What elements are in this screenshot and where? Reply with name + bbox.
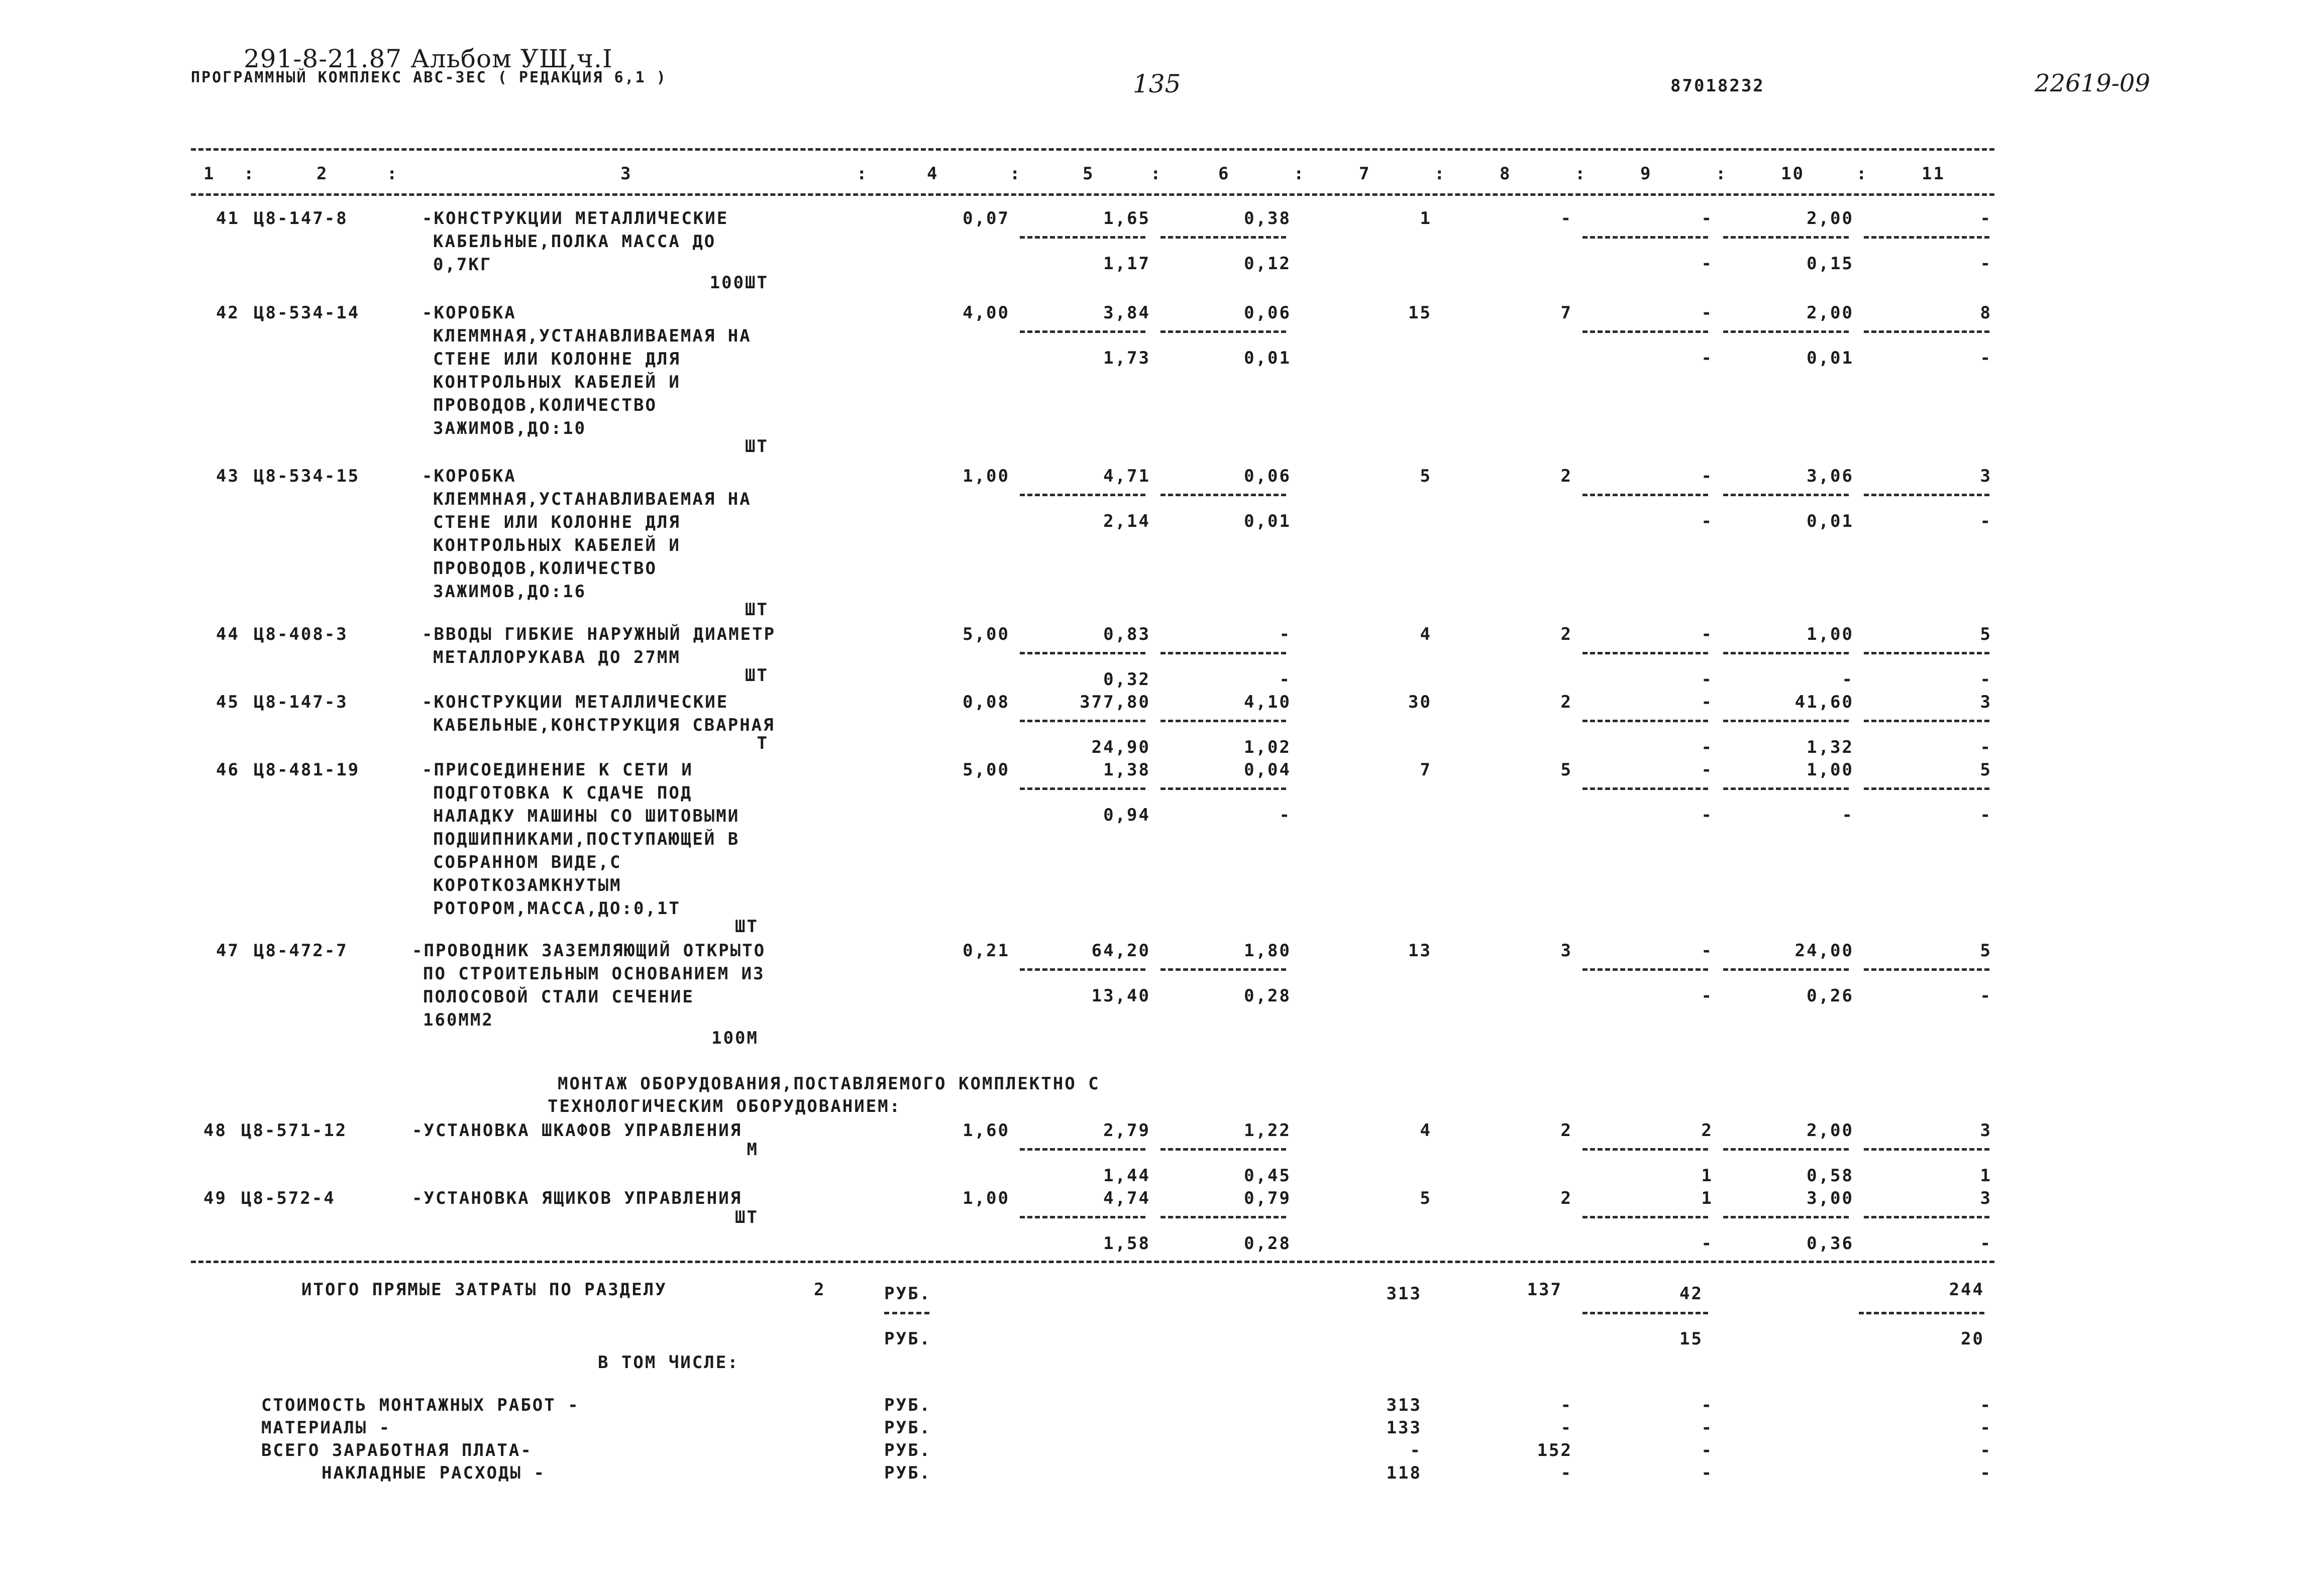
- row-c11-total: 3: [1980, 466, 1992, 486]
- row-description-line: -КОРОБКА: [422, 466, 516, 486]
- cell-rule: [1864, 1148, 1989, 1151]
- column-header-9: 9: [1640, 164, 1652, 184]
- breakdown-c8: 152: [1537, 1440, 1572, 1460]
- row-c7: 5: [1420, 466, 1432, 486]
- row-c10-wages: 1,32: [1807, 737, 1854, 757]
- cell-rule: [1723, 236, 1849, 239]
- row-c11-total: 3: [1980, 1120, 1992, 1141]
- row-description-line: КОНТРОЛЬНЫХ КАБЕЛЕЙ И: [433, 535, 681, 555]
- row-unit: ШТ: [735, 917, 759, 937]
- row-number: 43: [216, 466, 240, 486]
- breakdown-c11: -: [1980, 1463, 1992, 1483]
- total-c11a: 244: [1949, 1280, 1984, 1300]
- row-c9-total: -: [1701, 466, 1713, 486]
- row-description-line: СТЕНЕ ИЛИ КОЛОННЕ ДЛЯ: [433, 512, 681, 532]
- page-number: 135: [1133, 69, 1181, 98]
- row-c11-total: 3: [1980, 692, 1992, 712]
- row-c9-total: -: [1701, 941, 1713, 961]
- row-c10-wages: -: [1842, 805, 1854, 825]
- row-description-line: РОТОРОМ,МАССА,ДО:0,1Т: [433, 898, 681, 919]
- row-c11-total: 3: [1980, 1188, 1992, 1208]
- cell-rule: [1864, 330, 1989, 333]
- row-c8: 5: [1560, 760, 1572, 780]
- row-c6-total: 0,79: [1244, 1188, 1291, 1208]
- row-description-line: СТЕНЕ ИЛИ КОЛОННЕ ДЛЯ: [433, 349, 681, 369]
- cell-rule: [1160, 968, 1286, 971]
- cell-rule: [1723, 787, 1849, 790]
- row-c7: 4: [1420, 1120, 1432, 1141]
- row-description-line: ЗАЖИМОВ,ДО:16: [433, 582, 587, 602]
- column-separator: :: [1434, 164, 1446, 184]
- row-description-line: -ПРОВОДНИК ЗАЗЕМЛЯЮЩИЙ ОТКРЫТО: [412, 941, 766, 961]
- column-header-5: 5: [1083, 164, 1095, 184]
- row-c10-total: 24,00: [1794, 941, 1854, 961]
- cell-rule: [1020, 968, 1145, 971]
- row-description-line: ПРОВОДОВ,КОЛИЧЕСТВО: [433, 395, 657, 415]
- column-separator: :: [1010, 164, 1022, 184]
- breakdown-c9: -: [1701, 1418, 1713, 1438]
- row-c5-wages: 2,14: [1103, 511, 1150, 531]
- cell-rule: [1864, 1216, 1989, 1218]
- row-c9-wages: -: [1701, 254, 1713, 274]
- breakdown-unit: РУБ.: [884, 1395, 931, 1415]
- row-c9-wages: -: [1701, 511, 1713, 531]
- row-number: 49: [203, 1188, 227, 1208]
- cell-rule: [1864, 968, 1989, 971]
- cell-rule: [1582, 652, 1708, 654]
- cell-rule: [1020, 720, 1145, 722]
- row-c11-wages: -: [1980, 254, 1992, 274]
- cell-rule: [1582, 494, 1708, 496]
- cell-rule: [1723, 720, 1849, 722]
- column-separator: :: [1856, 164, 1868, 184]
- header-rule-top: [191, 148, 1994, 151]
- row-c5-total: 1,65: [1103, 208, 1150, 229]
- row-description-line: -КОНСТРУКЦИИ МЕТАЛЛИЧЕСКИЕ: [422, 692, 729, 712]
- row-c9-total: 1: [1701, 1188, 1713, 1208]
- row-description-line: КАБЕЛЬНЫЕ,ПОЛКА МАССА ДО: [433, 232, 716, 252]
- breakdown-c11: -: [1980, 1395, 1992, 1415]
- row-c9-total: -: [1701, 208, 1713, 229]
- row-c6-wages: -: [1279, 805, 1291, 825]
- row-c10-wages: 0,01: [1807, 511, 1854, 531]
- row-c7: 5: [1420, 1188, 1432, 1208]
- row-c8: 2: [1560, 692, 1572, 712]
- cell-rule: [1723, 1148, 1849, 1151]
- row-c5-total: 2,79: [1103, 1120, 1150, 1141]
- cell-rule: [1864, 720, 1989, 722]
- row-c9-total: -: [1701, 303, 1713, 323]
- cell-rule: [1020, 330, 1145, 333]
- breakdown-c9: -: [1701, 1463, 1713, 1483]
- row-description-line: -УСТАНОВКА ШКАФОВ УПРАВЛЕНИЯ: [412, 1120, 743, 1141]
- cell-rule: [1160, 652, 1286, 654]
- cell-rule: [1582, 720, 1708, 722]
- breakdown-c7: -: [1410, 1440, 1422, 1460]
- breakdown-label: ВСЕГО ЗАРАБОТНАЯ ПЛАТА-: [261, 1440, 533, 1460]
- row-description-line: ПО СТРОИТЕЛЬНЫМ ОСНОВАНИЕМ ИЗ: [423, 964, 765, 984]
- cell-rule: [1160, 787, 1286, 790]
- row-c7: 1: [1420, 208, 1432, 229]
- row-c10-total: 41,60: [1794, 692, 1854, 712]
- cell-rule: [1020, 652, 1145, 654]
- row-c9-total: -: [1701, 692, 1713, 712]
- row-c9-wages: 1: [1701, 1166, 1713, 1186]
- cell-rule: [1723, 330, 1849, 333]
- cell-rule: [1864, 787, 1989, 790]
- row-c10-wages: 0,58: [1807, 1166, 1854, 1186]
- row-c9-wages: -: [1701, 737, 1713, 757]
- cell-rule: [1582, 330, 1708, 333]
- cell-rule: [1723, 494, 1849, 496]
- row-description-line: 160ММ2: [423, 1010, 494, 1030]
- row-c11-wages: -: [1980, 511, 1992, 531]
- row-c5-total: 3,84: [1103, 303, 1150, 323]
- row-c9-wages: -: [1701, 669, 1713, 690]
- including-label: В ТОМ ЧИСЛЕ:: [598, 1352, 740, 1373]
- column-header-2: 2: [316, 164, 329, 184]
- row-c5-wages: 1,58: [1103, 1233, 1150, 1254]
- row-c6-wages: 1,02: [1244, 737, 1291, 757]
- breakdown-label: МАТЕРИАЛЫ -: [261, 1418, 391, 1438]
- row-c10-wages: 0,26: [1807, 986, 1854, 1006]
- row-quantity: 5,00: [963, 760, 1010, 780]
- row-code: Ц8-481-19: [254, 760, 360, 780]
- total-c11b: 20: [1961, 1329, 1984, 1349]
- total-c7: 313: [1386, 1284, 1422, 1304]
- row-code: Ц8-571-12: [241, 1120, 348, 1141]
- row-c8: 2: [1560, 466, 1572, 486]
- row-description-line: СОБРАННОМ ВИДЕ,С: [433, 852, 622, 872]
- header-rule-bottom: [191, 193, 1994, 196]
- row-c6-wages: 0,45: [1244, 1166, 1291, 1186]
- document-code: 87018232: [1670, 76, 1765, 96]
- row-description-line: ПОЛОСОВОЙ СТАЛИ СЕЧЕНИЕ: [423, 987, 694, 1007]
- row-c11-total: 5: [1980, 624, 1992, 644]
- row-c9-wages: -: [1701, 348, 1713, 368]
- row-description-line: -УСТАНОВКА ЯЩИКОВ УПРАВЛЕНИЯ: [412, 1188, 743, 1208]
- row-c8: 7: [1560, 303, 1572, 323]
- row-c5-total: 0,83: [1103, 624, 1150, 644]
- row-c5-total: 4,71: [1103, 466, 1150, 486]
- total-c11-rule: [1859, 1312, 1984, 1314]
- row-c7: 30: [1408, 692, 1432, 712]
- total-unit-2: РУБ.: [884, 1329, 931, 1349]
- cell-rule: [1160, 236, 1286, 239]
- cell-rule: [1582, 968, 1708, 971]
- row-description-line: КОРОТКОЗАМКНУТЫМ: [433, 875, 622, 895]
- row-c6-total: 0,06: [1244, 466, 1291, 486]
- row-description-line: КЛЕММНАЯ,УСТАНАВЛИВАЕМАЯ НА: [433, 326, 752, 346]
- cell-rule: [1582, 1148, 1708, 1151]
- breakdown-unit: РУБ.: [884, 1463, 931, 1483]
- row-code: Ц8-534-14: [254, 303, 360, 323]
- row-c10-total: 1,00: [1807, 624, 1854, 644]
- row-description-line: ПОДШИПНИКАМИ,ПОСТУПАЮЩЕЙ В: [433, 829, 740, 849]
- row-c6-total: 4,10: [1244, 692, 1291, 712]
- row-number: 41: [216, 208, 240, 229]
- row-quantity: 1,60: [963, 1120, 1010, 1141]
- breakdown-label: СТОИМОСТЬ МОНТАЖНЫХ РАБОТ -: [261, 1395, 580, 1415]
- row-c10-wages: 0,01: [1807, 348, 1854, 368]
- row-c11-total: -: [1980, 208, 1992, 229]
- row-quantity: 1,00: [963, 466, 1010, 486]
- column-header-7: 7: [1359, 164, 1371, 184]
- total-label: ИТОГО ПРЯМЫЕ ЗАТРАТЫ ПО РАЗДЕЛУ: [301, 1280, 667, 1300]
- row-c11-wages: -: [1980, 669, 1992, 690]
- row-c10-total: 2,00: [1807, 1120, 1854, 1141]
- row-c5-total: 64,20: [1091, 941, 1150, 961]
- row-number: 46: [216, 760, 240, 780]
- cell-rule: [1160, 1148, 1286, 1151]
- row-c8: 2: [1560, 1188, 1572, 1208]
- row-c8: 2: [1560, 1120, 1572, 1141]
- row-c9-total: -: [1701, 760, 1713, 780]
- cell-rule: [1723, 968, 1849, 971]
- row-c8: 3: [1560, 941, 1572, 961]
- section-heading-line-2: ТЕХНОЛОГИЧЕСКИМ ОБОРУДОВАНИЕМ:: [548, 1096, 902, 1116]
- row-c9-total: -: [1701, 624, 1713, 644]
- row-c10-wages: 0,36: [1807, 1233, 1854, 1254]
- row-quantity: 5,00: [963, 624, 1010, 644]
- row-c10-total: 1,00: [1807, 760, 1854, 780]
- cell-rule: [1020, 1148, 1145, 1151]
- row-c10-wages: 0,15: [1807, 254, 1854, 274]
- row-number: 45: [216, 692, 240, 712]
- total-unit-1: РУБ.: [884, 1284, 931, 1304]
- row-c6-wages: 0,12: [1244, 254, 1291, 274]
- row-c6-wages: 0,28: [1244, 1233, 1291, 1254]
- row-c7: 13: [1408, 941, 1432, 961]
- row-code: Ц8-147-3: [254, 692, 348, 712]
- row-quantity: 0,21: [963, 941, 1010, 961]
- program-title: ПРОГРАММНЫЙ КОМПЛЕКС АВС-ЗЕС ( РЕДАКЦИЯ 6,1 ): [191, 69, 667, 86]
- document-number: 22619-09: [2035, 69, 2150, 97]
- column-header-10: 10: [1781, 164, 1805, 184]
- total-c8: 137: [1527, 1280, 1562, 1300]
- row-c6-wages: 0,01: [1244, 511, 1291, 531]
- total-section-number: 2: [814, 1280, 826, 1300]
- row-description-line: -КОНСТРУКЦИИ МЕТАЛЛИЧЕСКИЕ: [422, 208, 729, 229]
- row-description-line: ЗАЖИМОВ,ДО:10: [433, 418, 587, 438]
- row-c6-wages: 0,01: [1244, 348, 1291, 368]
- row-code: Ц8-572-4: [241, 1188, 336, 1208]
- row-unit: 100ШТ: [709, 273, 769, 293]
- row-c11-wages: -: [1980, 805, 1992, 825]
- row-code: Ц8-534-15: [254, 466, 360, 486]
- row-c7: 7: [1420, 760, 1432, 780]
- breakdown-c11: -: [1980, 1440, 1992, 1460]
- row-number: 48: [203, 1120, 227, 1141]
- row-c8: 2: [1560, 624, 1572, 644]
- row-c6-total: 1,22: [1244, 1120, 1291, 1141]
- row-c10-total: 3,06: [1807, 466, 1854, 486]
- row-c7: 15: [1408, 303, 1432, 323]
- totals-rule: [191, 1261, 1994, 1263]
- breakdown-c7: 133: [1386, 1418, 1422, 1438]
- breakdown-c7: 118: [1386, 1463, 1422, 1483]
- row-number: 42: [216, 303, 240, 323]
- row-c6-total: 0,04: [1244, 760, 1291, 780]
- cell-rule: [1160, 330, 1286, 333]
- row-c5-total: 1,38: [1103, 760, 1150, 780]
- cell-rule: [1160, 1216, 1286, 1218]
- column-separator: :: [1294, 164, 1306, 184]
- breakdown-c8: -: [1560, 1418, 1572, 1438]
- column-header-8: 8: [1500, 164, 1512, 184]
- row-c9-wages: -: [1701, 1233, 1713, 1254]
- row-c5-wages: 1,17: [1103, 254, 1150, 274]
- breakdown-unit: РУБ.: [884, 1440, 931, 1460]
- breakdown-c8: -: [1560, 1463, 1572, 1483]
- row-c11-wages: -: [1980, 1233, 1992, 1254]
- column-separator: :: [1716, 164, 1728, 184]
- total-c9b: 15: [1679, 1329, 1703, 1349]
- row-c9-wages: -: [1701, 986, 1713, 1006]
- row-c6-total: -: [1279, 624, 1291, 644]
- row-description-line: ПОДГОТОВКА К СДАЧЕ ПОД: [433, 783, 693, 803]
- row-unit: ШТ: [735, 1207, 759, 1227]
- cell-rule: [1160, 720, 1286, 722]
- cell-rule: [1582, 236, 1708, 239]
- cell-rule: [1723, 652, 1849, 654]
- row-c6-total: 0,38: [1244, 208, 1291, 229]
- album-title: 291-8-21.87 Альбом УШ,ч.I: [244, 44, 613, 73]
- breakdown-label: НАКЛАДНЫЕ РАСХОДЫ -: [322, 1463, 546, 1483]
- row-c5-total: 4,74: [1103, 1188, 1150, 1208]
- row-number: 44: [216, 624, 240, 644]
- breakdown-c11: -: [1980, 1418, 1992, 1438]
- row-description-line: НАЛАДКУ МАШИНЫ СО ШИТОВЫМИ: [433, 806, 740, 826]
- cell-rule: [1864, 652, 1989, 654]
- cell-rule: [1864, 236, 1989, 239]
- row-quantity: 0,07: [963, 208, 1010, 229]
- cell-rule: [1020, 787, 1145, 790]
- breakdown-unit: РУБ.: [884, 1418, 931, 1438]
- cell-rule: [1582, 1216, 1708, 1218]
- column-header-1: 1: [203, 164, 216, 184]
- column-header-11: 11: [1922, 164, 1945, 184]
- row-c5-wages: 13,40: [1091, 986, 1150, 1006]
- row-c9-wages: -: [1701, 805, 1713, 825]
- column-header-4: 4: [927, 164, 939, 184]
- row-description-line: -ВВОДЫ ГИБКИЕ НАРУЖНЫЙ ДИАМЕТР: [422, 624, 776, 644]
- breakdown-c9: -: [1701, 1395, 1713, 1415]
- cell-rule: [1020, 236, 1145, 239]
- breakdown-c8: -: [1560, 1395, 1572, 1415]
- column-separator: :: [1575, 164, 1587, 184]
- row-description-line: 0,7КГ: [433, 255, 492, 275]
- column-separator: :: [857, 164, 869, 184]
- row-c5-total: 377,80: [1080, 692, 1150, 712]
- row-description-line: -КОРОБКА: [422, 303, 516, 323]
- row-c9-total: 2: [1701, 1120, 1713, 1141]
- row-unit: М: [747, 1140, 759, 1160]
- section-heading-line-1: МОНТАЖ ОБОРУДОВАНИЯ,ПОСТАВЛЯЕМОГО КОМПЛЕКТНО С: [558, 1074, 1100, 1094]
- column-header-6: 6: [1218, 164, 1230, 184]
- row-c6-wages: -: [1279, 669, 1291, 690]
- row-c6-total: 1,80: [1244, 941, 1291, 961]
- row-unit: ШТ: [745, 600, 769, 620]
- row-code: Ц8-147-8: [254, 208, 348, 229]
- row-c5-wages: 1,44: [1103, 1166, 1150, 1186]
- total-c9a: 42: [1679, 1284, 1703, 1304]
- row-c10-total: 2,00: [1807, 303, 1854, 323]
- row-quantity: 0,08: [963, 692, 1010, 712]
- column-separator: :: [387, 164, 399, 184]
- row-c11-total: 8: [1980, 303, 1992, 323]
- row-code: Ц8-472-7: [254, 941, 348, 961]
- row-c11-wages: -: [1980, 986, 1992, 1006]
- row-c8: -: [1560, 208, 1572, 229]
- column-header-3: 3: [620, 164, 632, 184]
- row-description-line: -ПРИСОЕДИНЕНИЕ К СЕТИ И: [422, 760, 693, 780]
- total-c9-rule: [1582, 1312, 1708, 1314]
- row-c5-wages: 0,32: [1103, 669, 1150, 690]
- row-c6-total: 0,06: [1244, 303, 1291, 323]
- row-c5-wages: 1,73: [1103, 348, 1150, 368]
- row-c11-total: 5: [1980, 760, 1992, 780]
- row-c11-wages: -: [1980, 348, 1992, 368]
- row-number: 47: [216, 941, 240, 961]
- row-unit: ШТ: [745, 436, 769, 457]
- cell-rule: [1160, 494, 1286, 496]
- row-c10-total: 2,00: [1807, 208, 1854, 229]
- row-quantity: 1,00: [963, 1188, 1010, 1208]
- row-description-line: МЕТАЛЛОРУКАВА ДО 27ММ: [433, 647, 681, 667]
- row-description-line: КАБЕЛЬНЫЕ,КОНСТРУКЦИЯ СВАРНАЯ: [433, 715, 775, 735]
- row-c5-wages: 0,94: [1103, 805, 1150, 825]
- row-description-line: КЛЕММНАЯ,УСТАНАВЛИВАЕМАЯ НА: [433, 489, 752, 509]
- row-c6-wages: 0,28: [1244, 986, 1291, 1006]
- breakdown-c9: -: [1701, 1440, 1713, 1460]
- row-unit: Т: [757, 733, 769, 753]
- cell-rule: [1864, 494, 1989, 496]
- column-separator: :: [244, 164, 256, 184]
- row-c7: 4: [1420, 624, 1432, 644]
- cell-rule: [1582, 787, 1708, 790]
- row-description-line: КОНТРОЛЬНЫХ КАБЕЛЕЙ И: [433, 372, 681, 392]
- column-separator: :: [1150, 164, 1163, 184]
- row-unit: ШТ: [745, 665, 769, 686]
- row-c5-wages: 24,90: [1091, 737, 1150, 757]
- row-c11-wages: -: [1980, 737, 1992, 757]
- row-description-line: ПРОВОДОВ,КОЛИЧЕСТВО: [433, 558, 657, 579]
- row-c11-wages: 1: [1980, 1166, 1992, 1186]
- row-c11-total: 5: [1980, 941, 1992, 961]
- cell-rule: [1723, 1216, 1849, 1218]
- cell-rule: [1020, 1216, 1145, 1218]
- cell-rule: [1020, 494, 1145, 496]
- row-c10-wages: -: [1842, 669, 1854, 690]
- row-c10-total: 3,00: [1807, 1188, 1854, 1208]
- row-quantity: 4,00: [963, 303, 1010, 323]
- breakdown-c7: 313: [1386, 1395, 1422, 1415]
- row-code: Ц8-408-3: [254, 624, 348, 644]
- row-unit: 100М: [711, 1028, 759, 1048]
- total-unit-rule: [884, 1312, 929, 1314]
